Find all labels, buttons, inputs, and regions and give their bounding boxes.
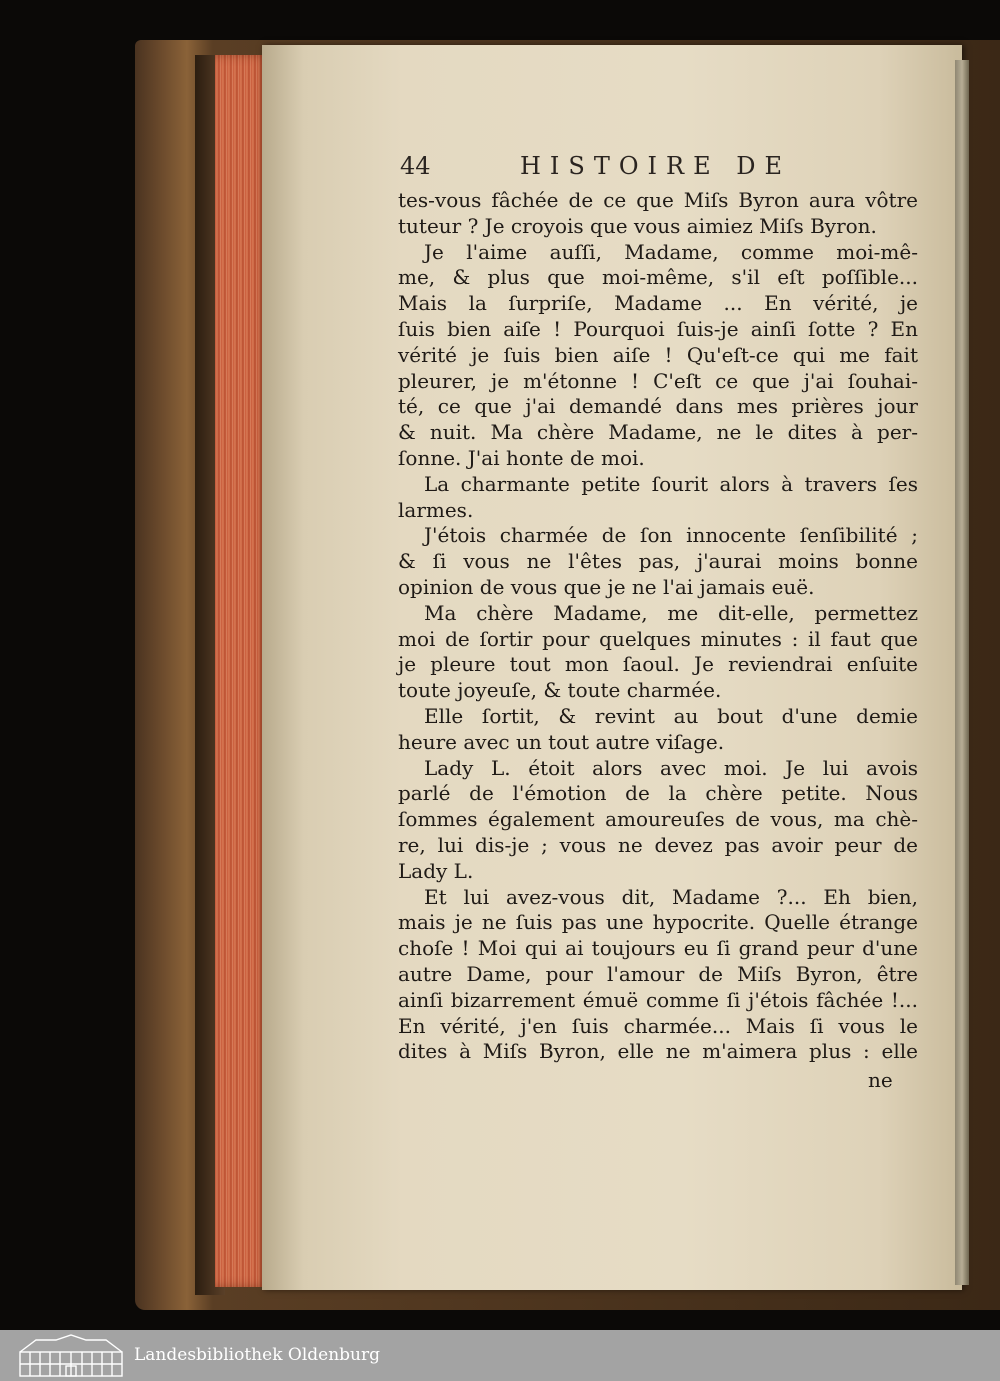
text-line: Lady L. bbox=[398, 858, 474, 883]
text-line: toute joyeuſe, & toute charmée. bbox=[398, 678, 722, 703]
text-line: me, & plus que moi-même, s'il eſt poſſible... bbox=[398, 265, 918, 290]
text-line: ſonne. J'ai honte de moi. bbox=[398, 445, 645, 470]
body-text bbox=[398, 188, 918, 1065]
text-line: & ſi vous ne l'êtes pas, j'aurai moins bonne bbox=[398, 549, 918, 574]
library-building-icon bbox=[16, 1334, 126, 1378]
text-line: vérité je ſuis bien aiſe ! Qu'eſt-ce qui me fait bbox=[398, 342, 918, 367]
library-name: Landesbibliothek Oldenburg bbox=[134, 1345, 381, 1365]
text-line: Lady L. étoit alors avec moi. Je lui avois bbox=[424, 755, 918, 780]
text-line: Ma chère Madame, me dit-elle, permettez bbox=[424, 600, 918, 625]
page-header bbox=[400, 152, 915, 186]
text-line: pleurer, je m'étonne ! C'eſt ce que j'ai ſouhai- bbox=[398, 368, 918, 393]
text-line: ainſi bizarrement émuë comme ſi j'étois fâchée !... bbox=[398, 987, 918, 1012]
text-line: En vérité, j'en ſuis charmée... Mais ſi vous le bbox=[398, 1013, 918, 1038]
page-number: 44 bbox=[400, 152, 431, 180]
text-line: tes-vous fâchée de ce que Miſs Byron aura vôtre bbox=[398, 188, 918, 212]
text-line: tuteur ? Je croyois que vous aimiez Miſs Byron. bbox=[398, 213, 877, 238]
text-line: ſommes également amoureuſes de vous, ma chè- bbox=[398, 807, 918, 832]
text-line: opinion de vous que je ne l'ai jamais euë. bbox=[398, 574, 815, 599]
facing-page-edge bbox=[955, 60, 969, 1285]
text-line: La charmante petite ſourit alors à travers ſes bbox=[424, 471, 918, 496]
text-line: choſe ! Moi qui ai toujours eu ſi grand peur d'une bbox=[398, 936, 918, 961]
text-line: re, lui dis-je ; vous ne devez pas avoir peur de bbox=[398, 832, 918, 857]
text-line: Mais la ſurpriſe, Madame ... En vérité, je bbox=[398, 291, 918, 316]
text-line: mais je ne ſuis pas une hypocrite. Quelle étrange bbox=[398, 910, 918, 935]
text-line: parlé de l'émotion de la chère petite. Nous bbox=[398, 781, 918, 806]
text-line: moi de ſortir pour quelques minutes : il faut que bbox=[398, 626, 918, 651]
footer-bar bbox=[0, 1330, 1000, 1381]
catchword: ne bbox=[868, 1068, 893, 1092]
text-line: Et lui avez-vous dit, Madame ?... Eh bien, bbox=[424, 884, 918, 909]
running-head: HISTOIRE DE bbox=[520, 152, 791, 180]
text-line: té, ce que j'ai demandé dans mes prières jour bbox=[398, 394, 918, 419]
text-line: Elle ſortit, & revint au bout d'une demie bbox=[424, 703, 918, 728]
text-line: J'étois charmée de ſon innocente ſenſibilité ; bbox=[424, 523, 918, 548]
text-line: autre Dame, pour l'amour de Miſs Byron, être bbox=[398, 961, 918, 986]
text-line: je pleure tout mon ſaoul. Je reviendrai enſuite bbox=[398, 652, 918, 677]
text-line: dites à Miſs Byron, elle ne m'aimera plus : elle bbox=[398, 1039, 918, 1064]
text-line: & nuit. Ma chère Madame, ne le dites à per- bbox=[398, 420, 918, 445]
text-line: ſuis bien aiſe ! Pourquoi ſuis-je ainſi ſotte ? En bbox=[398, 316, 918, 341]
text-line: larmes. bbox=[398, 497, 474, 522]
text-line: heure avec un tout autre viſage. bbox=[398, 729, 725, 754]
text-line: Je l'aime auſſi, Madame, comme moi-mê- bbox=[424, 239, 918, 264]
